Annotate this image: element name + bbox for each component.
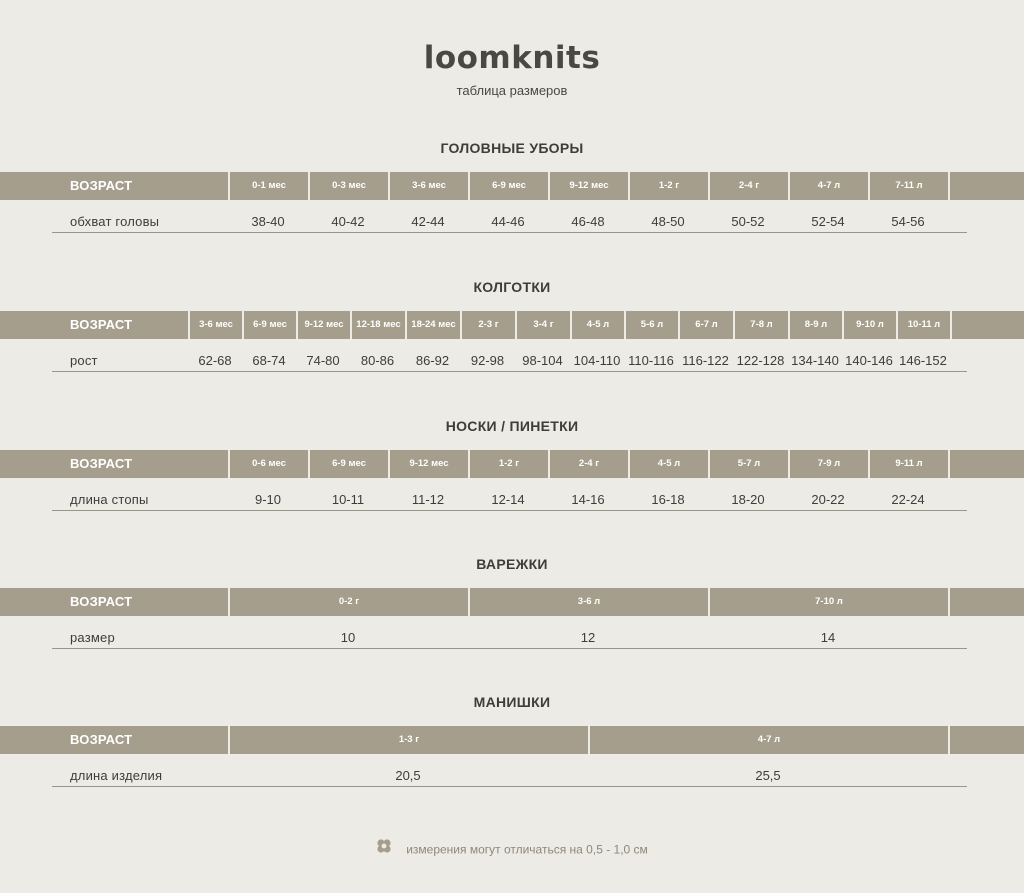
size-value-cell: 10-11: [331, 492, 365, 507]
age-header-cell: 9-12 мес: [388, 450, 468, 478]
row-divider: [52, 232, 967, 233]
header-divider: [948, 450, 1024, 478]
size-value-cell: 20-22: [811, 492, 845, 507]
age-header-cell: 2-3 г: [460, 311, 515, 339]
footer-note-text: измерения могут отличаться на 0,5 - 1,0 см: [406, 842, 648, 857]
age-header-cell: 3-6 мес: [188, 311, 242, 339]
size-value-cell: 110-116: [628, 353, 674, 368]
size-value-cell: 104-110: [573, 353, 621, 368]
size-value-cell: 20,5: [395, 768, 421, 783]
row-label: размер: [70, 630, 115, 645]
age-header-cell: 4-7 л: [588, 726, 948, 754]
brand-logo: loomknits: [423, 40, 601, 76]
size-value-cell: 10: [340, 630, 356, 645]
size-value-cell: 12: [580, 630, 596, 645]
size-value-cell: 86-92: [415, 353, 450, 368]
age-header-label: ВОЗРАСТ: [70, 178, 133, 193]
size-value-cell: 54-56: [891, 214, 925, 229]
age-header-cell: 18-24 мес: [405, 311, 460, 339]
age-header-cell: 7-11 л: [868, 172, 948, 200]
size-value-cell: 38-40: [251, 214, 285, 229]
size-value-cell: 74-80: [306, 353, 340, 368]
header-row: [0, 450, 1024, 478]
size-table: [0, 279, 1024, 409]
age-header-cell: 2-4 г: [708, 172, 788, 200]
age-header-cell: 4-5 л: [628, 450, 708, 478]
section-title: КОЛГОТКИ: [473, 279, 551, 295]
header-divider: [950, 311, 1024, 339]
age-header-cell: 0-2 г: [228, 588, 468, 616]
age-header-label: ВОЗРАСТ: [70, 732, 133, 747]
size-value-cell: 14-16: [571, 492, 605, 507]
size-value-cell: 62-68: [198, 353, 232, 368]
size-table: [0, 556, 1024, 686]
size-value-cell: 12-14: [491, 492, 525, 507]
size-value-cell: 46-48: [571, 214, 605, 229]
page-subtitle: таблица размеров: [456, 83, 568, 98]
footer-note: [0, 840, 1024, 859]
section-title: НОСКИ / ПИНЕТКИ: [445, 418, 579, 434]
row-label: длина изделия: [70, 768, 163, 783]
size-value-cell: 68-74: [252, 353, 286, 368]
age-header-cell: 6-9 мес: [468, 172, 548, 200]
section-title: ГОЛОВНЫЕ УБОРЫ: [440, 140, 584, 156]
size-value-cell: 122-128: [736, 353, 785, 368]
row-divider: [52, 371, 967, 372]
age-header-label: ВОЗРАСТ: [70, 456, 133, 471]
size-value-cell: 80-86: [360, 353, 395, 368]
row-label: обхват головы: [70, 214, 160, 229]
age-header-cell: 1-3 г: [228, 726, 588, 754]
size-value-cell: 134-140: [791, 353, 839, 368]
age-header-cell: 3-6 мес: [388, 172, 468, 200]
size-value-cell: 48-50: [651, 214, 685, 229]
age-header-cell: 6-7 л: [678, 311, 733, 339]
age-header-cell: 3-4 г: [515, 311, 570, 339]
age-header-cell: 7-8 л: [733, 311, 788, 339]
age-header-cell: 7-9 л: [788, 450, 868, 478]
age-header-cell: 4-7 л: [788, 172, 868, 200]
size-value-cell: 44-46: [491, 214, 525, 229]
header-divider: [948, 588, 1024, 616]
size-value-cell: 116-122: [682, 353, 729, 368]
size-value-cell: 40-42: [331, 214, 365, 229]
row-label: рост: [70, 353, 98, 368]
age-header-cell: 6-9 мес: [242, 311, 296, 339]
age-header-cell: 2-4 г: [548, 450, 628, 478]
age-header-cell: 3-6 л: [468, 588, 708, 616]
clover-icon: [376, 838, 392, 857]
age-header-cell: 0-6 мес: [228, 450, 308, 478]
age-header-cell: 1-2 г: [468, 450, 548, 478]
age-header-cell: 9-11 л: [868, 450, 948, 478]
size-value-cell: 25,5: [755, 768, 781, 783]
age-header-label: ВОЗРАСТ: [70, 594, 133, 609]
age-header-cell: 9-10 л: [842, 311, 896, 339]
size-value-cell: 92-98: [470, 353, 505, 368]
row-divider: [52, 786, 967, 787]
age-header-cell: 7-10 л: [708, 588, 948, 616]
age-header-cell: 9-12 мес: [296, 311, 350, 339]
row-label: длина стопы: [70, 492, 149, 507]
size-table: [0, 418, 1024, 548]
size-table: [0, 694, 1024, 824]
age-header-cell: 5-6 л: [624, 311, 678, 339]
age-header-cell: 12-18 мес: [350, 311, 405, 339]
size-value-cell: 50-52: [731, 214, 765, 229]
header-divider: [948, 172, 1024, 200]
size-value-cell: 9-10: [254, 492, 282, 507]
size-value-cell: 146-152: [899, 353, 947, 368]
size-value-cell: 140-146: [845, 353, 893, 368]
age-header-cell: 9-12 мес: [548, 172, 628, 200]
size-value-cell: 14: [820, 630, 836, 645]
age-header-cell: 0-1 мес: [228, 172, 308, 200]
age-header-cell: 10-11 л: [896, 311, 950, 339]
age-header-cell: 5-7 л: [708, 450, 788, 478]
size-value-cell: 42-44: [411, 214, 445, 229]
size-value-cell: 22-24: [891, 492, 925, 507]
size-value-cell: 98-104: [522, 353, 563, 368]
age-header-cell: 1-2 г: [628, 172, 708, 200]
header-divider: [948, 726, 1024, 754]
size-value-cell: 52-54: [811, 214, 845, 229]
age-header-label: ВОЗРАСТ: [70, 317, 133, 332]
size-value-cell: 16-18: [651, 492, 685, 507]
age-header-cell: 4-5 л: [570, 311, 624, 339]
size-table: [0, 140, 1024, 270]
row-divider: [52, 648, 967, 649]
section-title: МАНИШКИ: [473, 694, 551, 710]
row-divider: [52, 510, 967, 511]
header-row: [0, 726, 1024, 754]
header-row: [0, 172, 1024, 200]
age-header-cell: 8-9 л: [788, 311, 842, 339]
header-row: [0, 588, 1024, 616]
size-value-cell: 18-20: [731, 492, 765, 507]
section-title: ВАРЕЖКИ: [476, 556, 548, 572]
size-value-cell: 11-12: [411, 492, 445, 507]
age-header-cell: 6-9 мес: [308, 450, 388, 478]
header-row: [0, 311, 1024, 339]
age-header-cell: 0-3 мес: [308, 172, 388, 200]
